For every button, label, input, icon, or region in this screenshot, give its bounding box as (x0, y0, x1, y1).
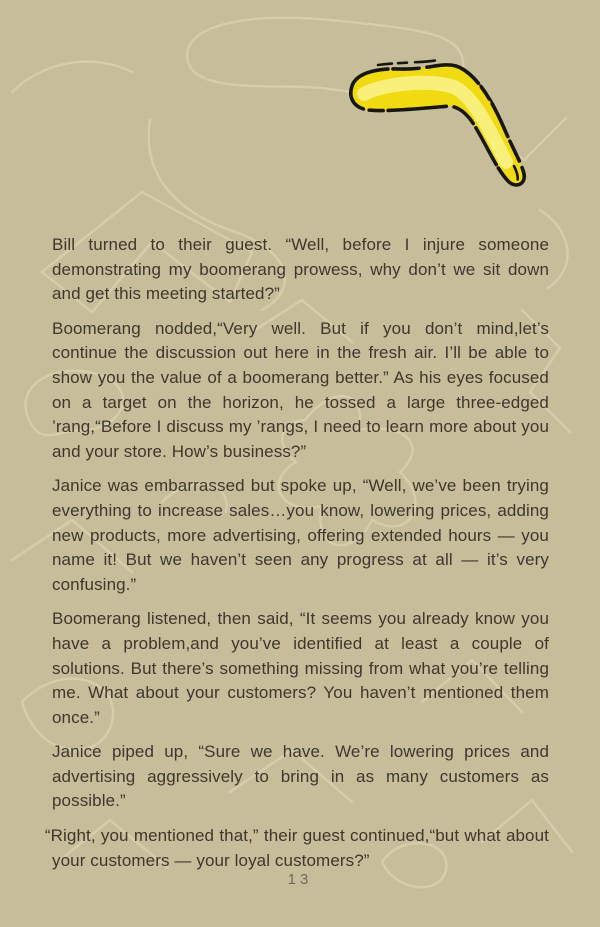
paragraph-1: Bill turned to their guest. “Well, before I injure someone demonstrating my boomerang prowess, why don’t we sit down and get this meeting started?” (52, 235, 549, 304)
body-text (44, 233, 549, 883)
paragraph-3: Janice was embarrassed but spoke up, “Well, we’ve been trying everything to increase sales…you know, lowering prices, adding new products, more advertising, offering extended hours — you name it! But we haven’t seen any progress at all — it’s very confusing.” (52, 476, 549, 594)
page-number: 13 (287, 871, 313, 888)
paragraph-6: “Right, you mentioned that,” their guest continued,“but what about your customers — your loyal customers?” (44, 826, 549, 870)
boomerang-illustration (338, 48, 553, 193)
paragraph-2: Boomerang nodded,“Very well. But if you don’t mind,let’s continue the discussion out here in the fresh air. I’ll be able to show you the value of a boomerang better.” As his eyes focused on a target on the horizon, he tossed a large three-edged ’rang,“Before I discuss my ’rangs, I need to learn more about you and your store. How’s business?” (52, 318, 549, 461)
paragraph-4: Boomerang listened, then said, “It seems you already know you have a problem,and you’ve identified at least a couple of solutions. But there’s something missing from what you’re telling me. What about your customers? You haven’t mentioned them once.” (52, 609, 549, 727)
paragraph-5: Janice piped up, “Sure we have. We’re lowering prices and advertising aggressively to bring in as many customers as possible.” (52, 742, 549, 811)
